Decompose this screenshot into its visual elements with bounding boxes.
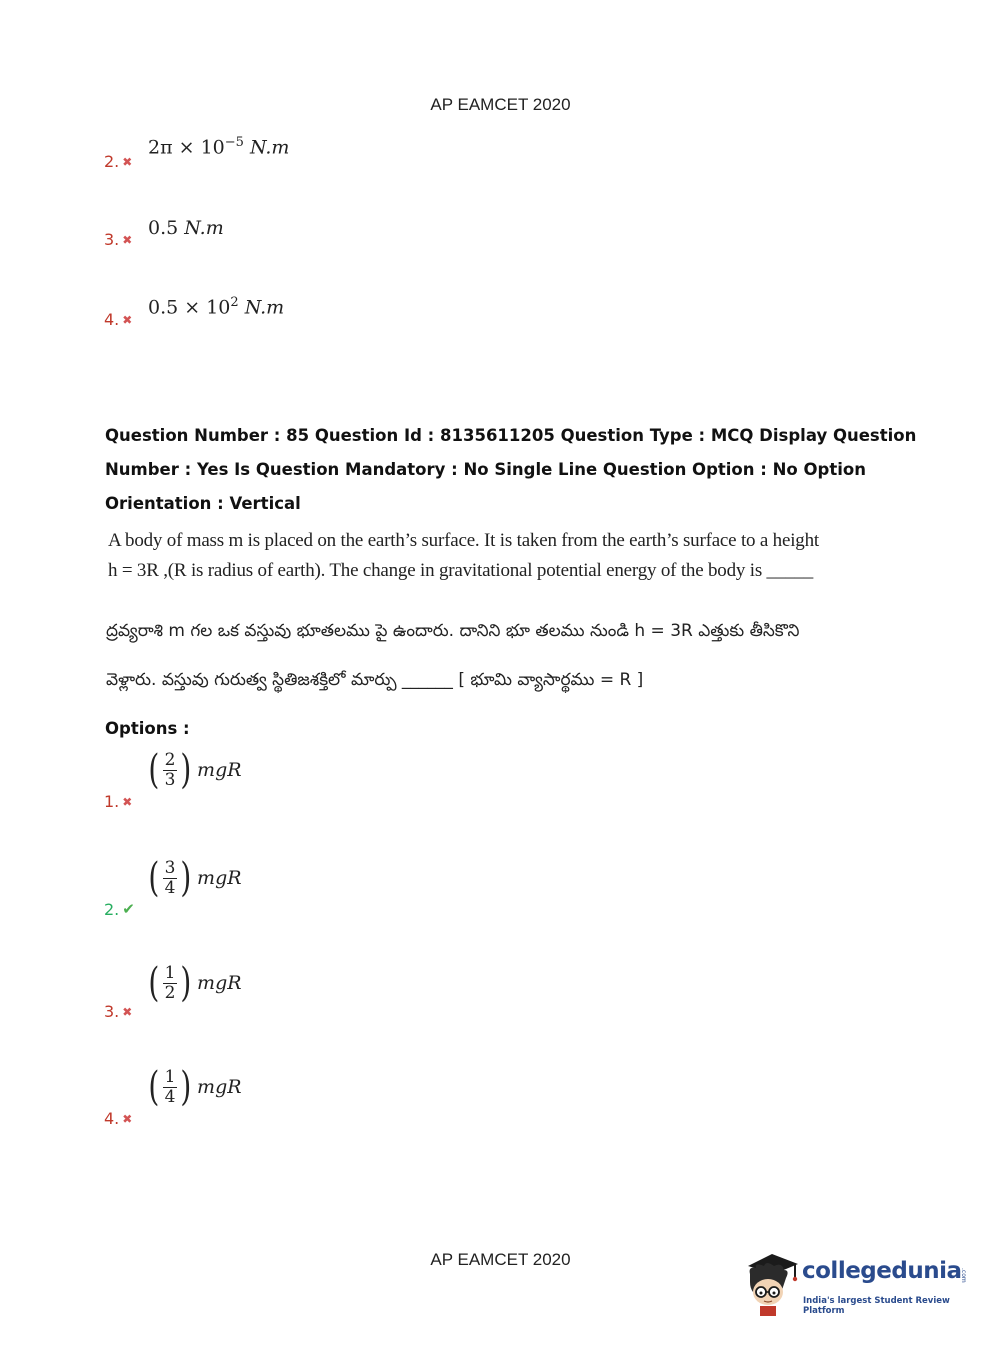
option-4-term: mgR (197, 1076, 242, 1098)
mascot-graduation-cap-icon (742, 1248, 804, 1318)
prev-option-2-value: $2\pi \times 10^{-5}$ N.m (148, 135, 290, 159)
collegedunia-logo (742, 1248, 972, 1318)
question-meta-line-3: Orientation : Vertical (105, 494, 301, 513)
wrong-mark-icon: ✖ (122, 313, 133, 327)
option-1-term: mgR (197, 759, 242, 781)
option-1-numerator: 2 (164, 749, 176, 770)
check-mark-icon: ✔ (122, 900, 135, 918)
page-header-title: AP EAMCET 2020 (430, 95, 571, 114)
option-2-term: mgR (197, 867, 242, 889)
prev-option-3-number: 3. ✖ (104, 230, 133, 249)
wrong-mark-icon: ✖ (122, 795, 133, 809)
logo-wordmark: collegedunia (802, 1258, 962, 1284)
prev-option-3-value: 0.5 N.m (148, 217, 224, 239)
option-3-term: mgR (197, 972, 242, 994)
option-3-number: 3. ✖ (104, 1002, 133, 1021)
option-3-value: ( $\frac{1}{2}$ ) mgR (148, 960, 242, 1006)
logo-tagline: India's largest Student Review Platform (803, 1296, 950, 1316)
wrong-mark-icon: ✖ (122, 155, 133, 169)
option-4-numerator: 1 (164, 1066, 176, 1087)
options-label: Options : (105, 719, 190, 738)
prev-option-2-number: 2. ✖ (104, 152, 133, 171)
option-2-number: 2. ✔ (104, 900, 135, 919)
option-4-number: 4. ✖ (104, 1109, 133, 1128)
prev-option-4-number: 4. ✖ (104, 310, 133, 329)
question-text-english-line-2: h = 3R ,(R is radius of earth). The change in gravitational potential energy of the body is _____ (108, 560, 814, 581)
wrong-mark-icon: ✖ (122, 233, 133, 247)
question-text-telugu-line-1: ద్రవ్యరాశి m గల ఒక వస్తువు భూతలము పై ఉందారు. దానిని భూ తలము నుండి h = 3R ఎత్తుకు తీసికొని (106, 621, 800, 641)
option-4-denominator: 4 (164, 1086, 176, 1107)
question-text-telugu-line-2: వెళ్లారు. వస్తువు గురుత్వ స్థితిజశక్తిలో మార్పు ______ [ భూమి వ్యాసార్థము = R ] (106, 670, 644, 690)
question-meta-line-1: Question Number : 85 Question Id : 8135611205 Question Type : MCQ Display Question (105, 426, 917, 445)
option-2-denominator: 4 (164, 877, 176, 898)
prev-option-4-value: $0.5 \times 10^2$ N.m (148, 295, 285, 319)
logo-domain-suffix: .com (960, 1268, 967, 1283)
option-4-value: ( $\frac{1}{4}$ ) mgR (148, 1064, 242, 1110)
question-meta-line-2: Number : Yes Is Question Mandatory : No Single Line Question Option : No Option (105, 460, 866, 479)
wrong-mark-icon: ✖ (122, 1005, 133, 1019)
option-1-value: ( $\frac{2}{3}$ ) mgR (148, 747, 242, 793)
option-1-denominator: 3 (164, 769, 176, 790)
page-footer-title: AP EAMCET 2020 (430, 1250, 571, 1269)
option-3-denominator: 2 (164, 982, 176, 1003)
option-3-numerator: 1 (164, 962, 176, 983)
option-2-numerator: 3 (164, 857, 176, 878)
question-text-english-line-1: A body of mass m is placed on the earth’s surface. It is taken from the earth’s surface to a height (108, 530, 819, 551)
option-1-number: 1. ✖ (104, 792, 133, 811)
option-2-value: ( $\frac{3}{4}$ ) mgR (148, 855, 242, 901)
wrong-mark-icon: ✖ (122, 1112, 133, 1126)
